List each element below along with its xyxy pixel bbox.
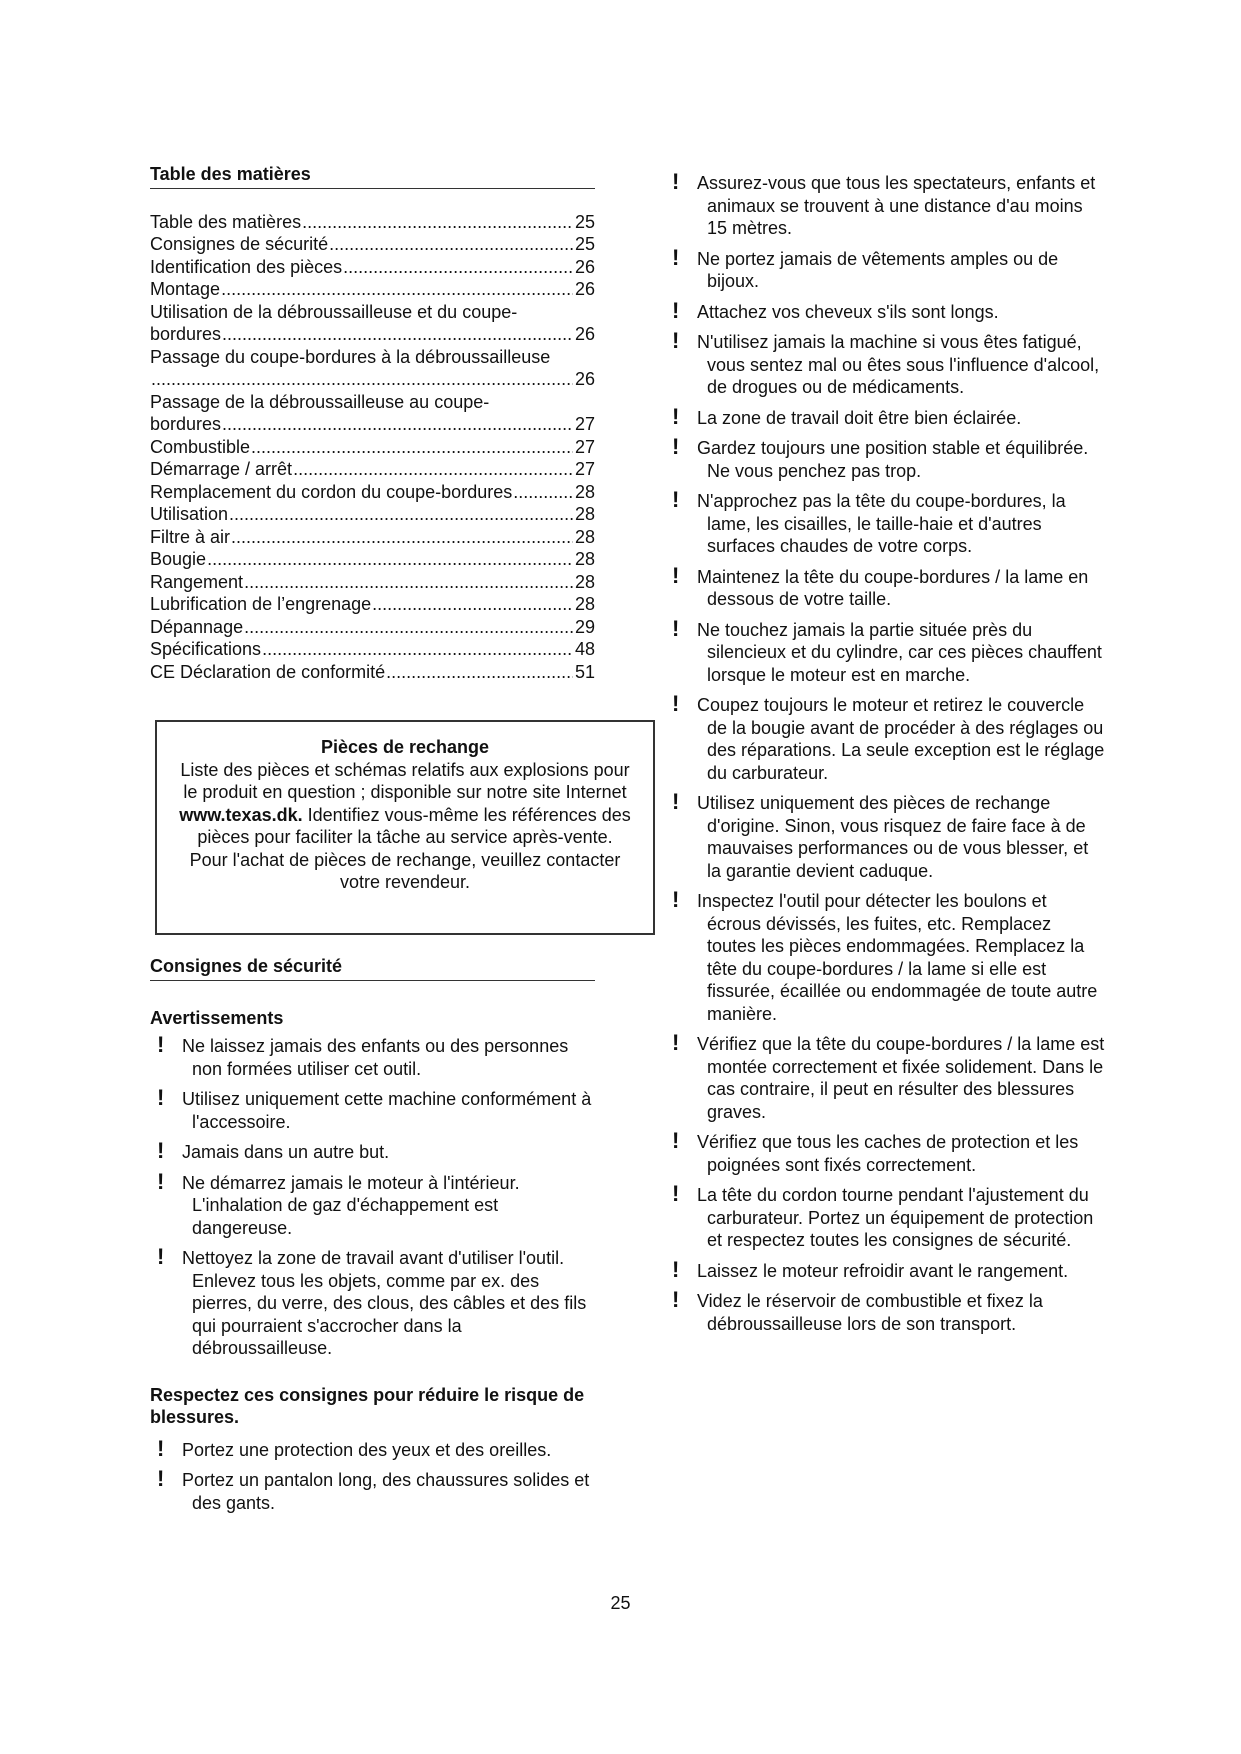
exclamation-icon: ! <box>672 615 680 641</box>
exclamation-icon: ! <box>157 1032 165 1057</box>
exclamation-icon: ! <box>672 487 680 512</box>
exclamation-icon: ! <box>672 297 680 323</box>
exclamation-icon: ! <box>157 1168 165 1194</box>
toc-entry: Combustible ..... 27 <box>150 436 595 459</box>
toc-entry: bordures ..... 27 <box>150 413 595 436</box>
toc-entry: Spécifications ..... 48 <box>150 638 595 661</box>
spare-parts-title: Pièces de rechange <box>320 737 490 757</box>
exclamation-icon: ! <box>672 403 680 429</box>
exclamation-icon: ! <box>157 1435 165 1461</box>
toc-entry: CE Déclaration de conformité ..... 51 <box>150 661 595 684</box>
toc-entry: Rangement ..... 28 <box>150 571 595 594</box>
warning-item: ! Attachez vos cheveux s'ils sont longs. <box>672 297 999 323</box>
toc-entry: Consignes de sécurité ..... 25 <box>150 233 595 256</box>
exclamation-icon: ! <box>672 887 680 912</box>
warning-item: ! Portez une protection des yeux et des oreilles. <box>157 1435 552 1461</box>
exclamation-icon: ! <box>672 1287 680 1312</box>
toc-entry: Filtre à air ..... 28 <box>150 526 595 549</box>
warning-item: ! Portez un pantalon long, des chaussures solides et des gants. <box>157 1466 590 1513</box>
toc-entry: Bougie ..... 28 <box>150 548 595 571</box>
injury-heading: Respectez ces consignes pour réduire le risque de blessures. <box>150 1384 585 1427</box>
warning-item: ! Ne touchez jamais la partie située près du silencieux et du cylindre, car ces pièces chauffent lorsque le moteur est en marche. <box>672 615 1102 685</box>
exclamation-icon: ! <box>672 1128 680 1153</box>
exclamation-icon: ! <box>672 691 680 716</box>
exclamation-icon: ! <box>672 244 680 270</box>
warning-item: ! Utilisez uniquement cette machine conformément à l'accessoire. <box>157 1085 592 1132</box>
toc-entry: Montage ..... 26 <box>150 278 595 301</box>
exclamation-icon: ! <box>157 1466 165 1491</box>
page-number: 25 <box>610 1593 631 1613</box>
exclamation-icon: ! <box>157 1085 165 1110</box>
exclamation-icon: ! <box>672 789 680 814</box>
exclamation-icon: ! <box>672 562 680 588</box>
warning-item: ! Ne démarrez jamais le moteur à l'intérieur. L'inhalation de gaz d'échappement est dangereuse. <box>157 1168 520 1238</box>
warning-item: ! Gardez toujours une position stable et équilibrée. Ne vous penchez pas trop. <box>672 434 1089 481</box>
warning-item: ! Vérifiez que la tête du coupe-bordures / la lame est montée correctement et fixée solidement. Dans le cas contraire, il peut en résulter des blessures graves. <box>672 1030 1105 1122</box>
toc-entry: Dépannage ..... 29 <box>150 616 595 639</box>
exclamation-icon: ! <box>672 169 680 194</box>
exclamation-icon: ! <box>672 328 680 353</box>
toc-entry: bordures ..... 26 <box>150 323 595 346</box>
warning-item: ! Ne laissez jamais des enfants ou des personnes non formées utiliser cet outil. <box>157 1032 569 1079</box>
warning-item: ! N'approchez pas la tête du coupe-bordures, la lame, les cisailles, le taille-haie et d'autres surfaces chaudes de votre corps. <box>672 487 1066 556</box>
exclamation-icon: ! <box>672 1256 680 1282</box>
spare-parts-text: Liste des pièces et schémas relatifs aux explosions pour le produit en question ; disponible sur notre site Internet www.texas.dk. Identifiez vous-même les références des pièces pour faciliter la tâche au service après-vente. Pour l'achat de pièces de rechange, veuillez contacter votre revendeur. <box>179 759 631 892</box>
warning-item: ! Jamais dans un autre but. <box>157 1138 390 1163</box>
warning-item: ! Nettoyez la zone de travail avant d'utiliser l'outil. Enlevez tous les objets, comme par ex. des pierres, du verre, des clous, des câbles et des fils qui pourraient s'accrocher dans la débroussailleuse. <box>157 1244 587 1358</box>
safety-continued <box>665 169 1105 1343</box>
toc-entry: Démarrage / arrêt ..... 27 <box>150 458 595 481</box>
warning-item: ! Inspectez l'outil pour détecter les boulons et écrous dévissés, les fuites, etc. Remplacez toutes les pièces endommagées. Remplacez la tête du coupe-bordures / la lame si elle est fissurée, écaillée ou endommagée de toute autre manière. <box>672 887 1098 1024</box>
warning-item: ! Utilisez uniquement des pièces de rechange d'origine. Sinon, vous risquez de faire face à de mauvaises performances ou de vous blesser, et la garantie devient caduque. <box>672 789 1089 881</box>
toc-entry-line1: Passage du coupe-bordures à la débroussailleuse <box>150 346 551 367</box>
toc-title: Table des matières <box>150 163 595 189</box>
toc-list <box>150 211 595 684</box>
toc-entry-line1: Passage de la débroussailleuse au coupe- <box>150 391 490 412</box>
toc-entry: Utilisation ..... 28 <box>150 503 595 526</box>
toc-entry-line1: Utilisation de la débroussailleuse et du coupe- <box>150 301 518 322</box>
toc-entry: ..... 26 <box>150 368 595 391</box>
warning-item: ! La zone de travail doit être bien éclairée. <box>672 403 1022 429</box>
exclamation-icon: ! <box>672 1181 680 1206</box>
warning-item: ! Vérifiez que tous les caches de protection et les poignées sont fixés correctement. <box>672 1128 1079 1175</box>
toc-entry: Lubrification de l’engrenage ..... 28 <box>150 593 595 616</box>
warnings-heading: Avertissements <box>150 1007 284 1028</box>
toc-section <box>150 163 595 683</box>
warning-item: ! Ne portez jamais de vêtements amples ou de bijoux. <box>672 244 1059 291</box>
exclamation-icon: ! <box>672 1030 680 1055</box>
exclamation-icon: ! <box>157 1138 165 1163</box>
warning-item: ! Coupez toujours le moteur et retirez le couvercle de la bougie avant de procéder à des réglages ou des réparations. La seule exception est le réglage du carburateur. <box>672 691 1105 783</box>
warning-item: ! Maintenez la tête du coupe-bordures / la lame en dessous de votre taille. <box>672 562 1089 609</box>
toc-entry: Remplacement du cordon du coupe-bordures ..... 28 <box>150 481 595 504</box>
exclamation-icon: ! <box>672 434 680 459</box>
safety-title: Consignes de sécurité <box>150 955 595 981</box>
warning-item: ! La tête du cordon tourne pendant l'ajustement du carburateur. Portez un équipement de protection et respectez toutes les consignes de sécurité. <box>672 1181 1094 1250</box>
warning-item: ! Videz le réservoir de combustible et fixez la débroussailleuse lors de son transport. <box>672 1287 1043 1334</box>
safety-section <box>150 955 595 1522</box>
warning-item: ! Laissez le moteur refroidir avant le rangement. <box>672 1256 1069 1282</box>
toc-entry: Identification des pièces ..... 26 <box>150 256 595 279</box>
warning-item: ! N'utilisez jamais la machine si vous êtes fatigué, vous sentez mal ou êtes sous l'influence d'alcool, de drogues ou de médicaments. <box>672 328 1100 397</box>
spare-parts-box <box>155 720 655 935</box>
exclamation-icon: ! <box>157 1244 165 1269</box>
toc-entry: Table des matières ..... 25 <box>150 211 595 234</box>
warning-item: ! Assurez-vous que tous les spectateurs, enfants et animaux se trouvent à une distance d'au moins 15 mètres. <box>672 169 1096 238</box>
website-link[interactable]: www.texas.dk. <box>179 804 303 825</box>
